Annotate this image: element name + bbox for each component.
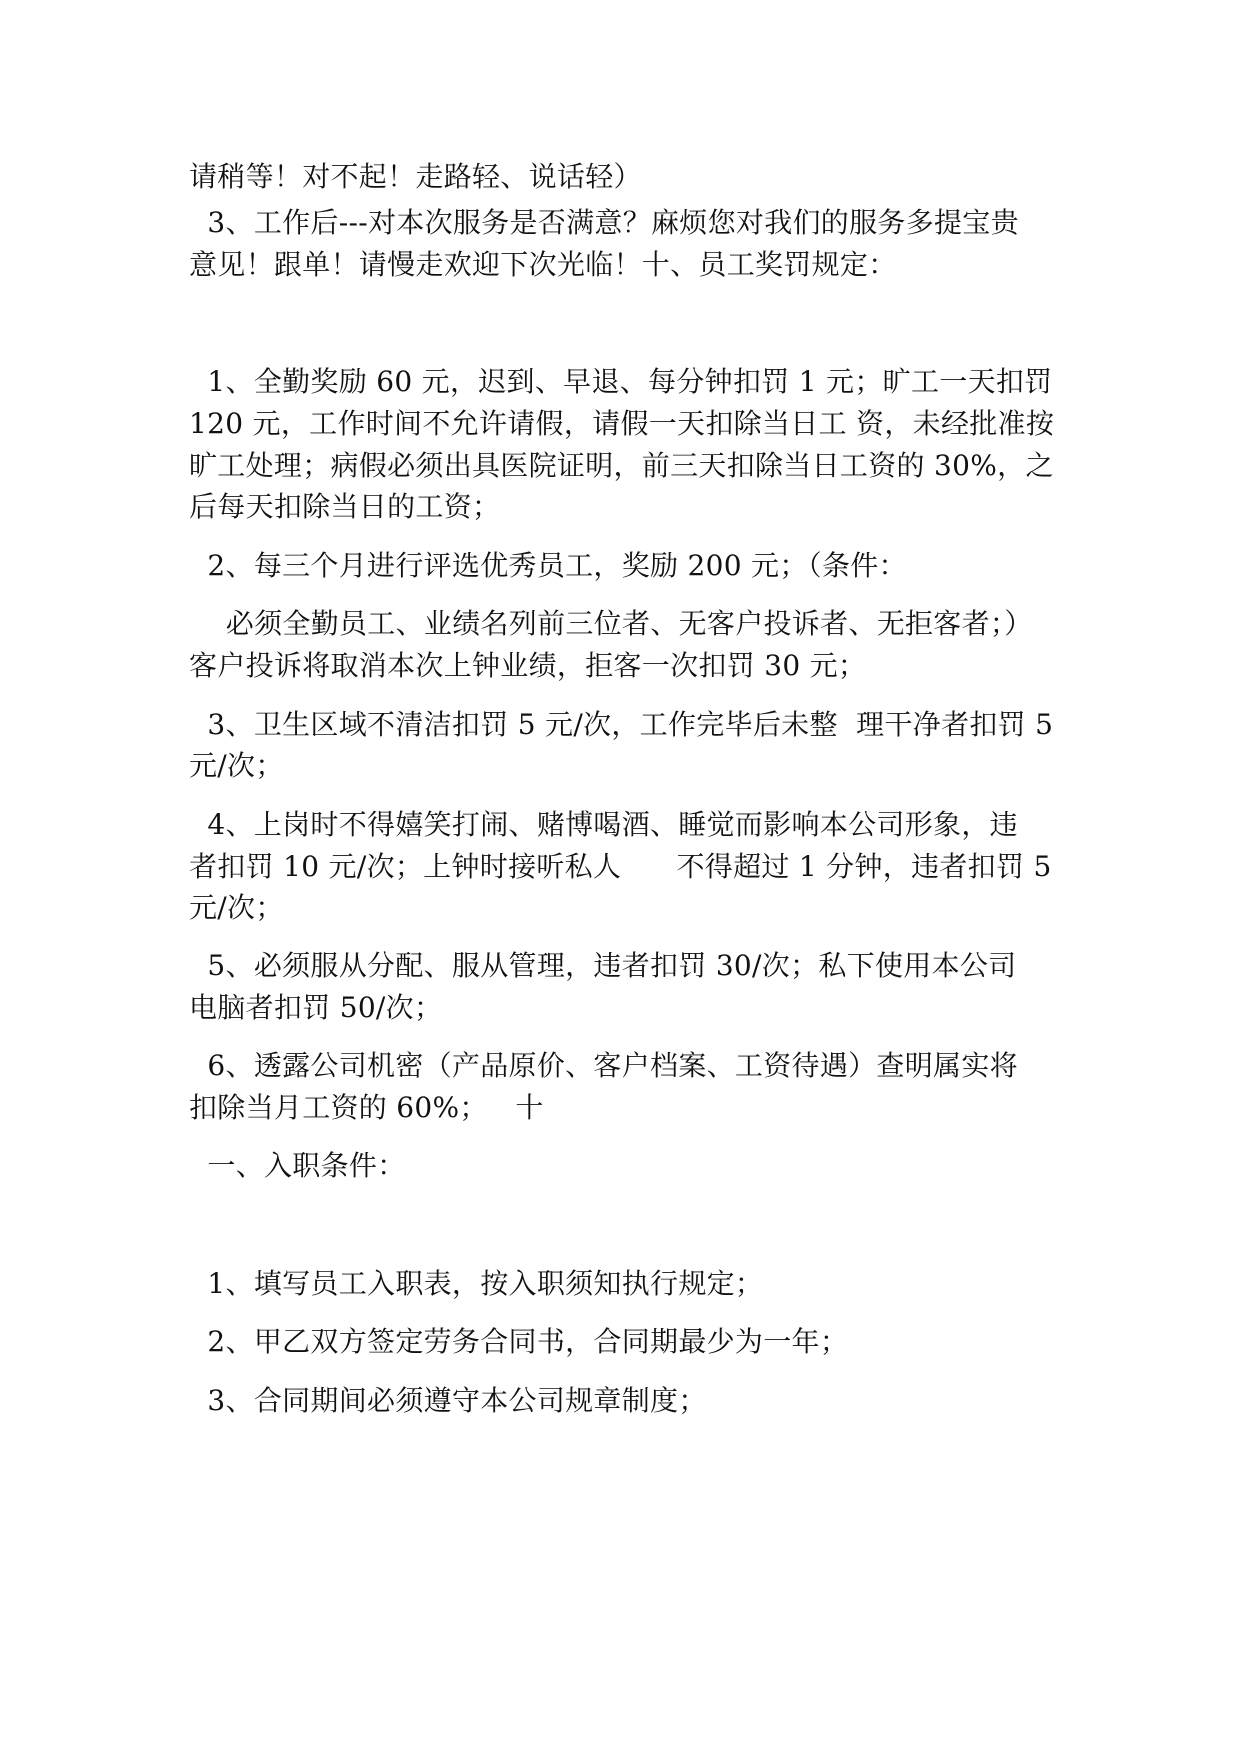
text-line-4: 1、全勤奖励 60 元，迟到、早退、每分钟扣罚 1 元；旷工一天扣罚: [189, 365, 1053, 398]
text-line-7: 后每天扣除当日的工资；: [189, 490, 501, 523]
text-line-23: 3、合同期间必须遵守本公司规章制度；: [189, 1384, 707, 1417]
text-line-17: 电脑者扣罚 50/次；: [189, 991, 443, 1024]
text-line-9: 必须全勤员工、业绩名列前三位者、无客户投诉者、无拒客者；）: [189, 607, 1033, 640]
text-line-11: 3、卫生区域不清洁扣罚 5 元/次，工作完毕后未整 理干净者扣罚 5: [189, 708, 1054, 741]
text-line-12: 元/次；: [189, 749, 284, 782]
text-line-21: 1、填写员工入职表，按入职须知执行规定；: [189, 1267, 764, 1300]
text-line-19: 扣除当月工资的 60%； 十: [189, 1091, 544, 1124]
text-line-6: 旷工处理；病假必须出具医院证明，前三天扣除当日工资的 30%，之: [189, 449, 1054, 482]
text-line-16: 5、必须服从分配、服从管理，违者扣罚 30/次；私下使用本公司: [189, 949, 1017, 982]
text-line-3: 意见！跟单！请慢走欢迎下次光临！十、员工奖罚规定：: [189, 248, 897, 281]
text-line-2: 3、工作后---对本次服务是否满意？麻烦您对我们的服务多提宝贵: [189, 206, 1019, 239]
text-line-18: 6、透露公司机密（产品原价、客户档案、工资待遇）查明属实将: [189, 1049, 1018, 1082]
text-line-13: 4、上岗时不得嬉笑打闹、赌博喝酒、睡觉而影响本公司形象，违: [189, 808, 1018, 841]
text-line-1: 请稍等！对不起！走路轻、说话轻）: [189, 160, 642, 193]
text-line-15: 元/次；: [189, 891, 284, 924]
text-line-10: 客户投诉将取消本次上钟业绩，拒客一次扣罚 30 元；: [189, 649, 867, 682]
text-line-8: 2、每三个月进行评选优秀员工，奖励 200 元；（条件：: [189, 549, 907, 582]
text-line-5: 120 元，工作时间不允许请假，请假一天扣除当日工 资，未经批准按: [189, 407, 1055, 440]
text-line-14: 者扣罚 10 元/次；上钟时接听私人 不得超过 1 分钟，违者扣罚 5: [189, 850, 1052, 883]
text-line-22: 2、甲乙双方签定劳务合同书，合同期最少为一年；: [189, 1325, 849, 1358]
text-line-20: 一、入职条件：: [189, 1149, 406, 1182]
